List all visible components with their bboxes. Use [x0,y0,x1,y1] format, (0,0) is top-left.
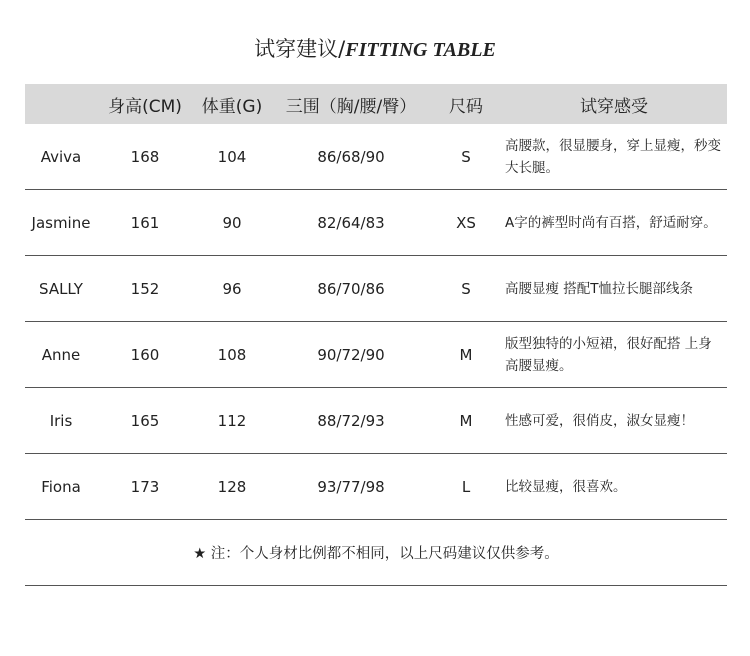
table-row [25,388,727,454]
model-feedback: 高腰款，很显腰身，穿上显瘦，秒变大长腿。 [505,137,721,176]
fitting-table [25,84,727,586]
disclaimer-note: ★ 注：个人身材比例都不相同，以上尺码建议仅供参考。 [25,520,727,586]
model-size: S [461,279,471,298]
model-size: M [459,411,473,430]
model-weight: 90 [222,213,242,232]
table-row [25,454,727,520]
model-name: Fiona [41,477,81,496]
model-weight: 108 [217,345,247,364]
model-weight: 104 [217,147,247,166]
model-feedback: A字的裤型时尚有百搭，舒适耐穿。 [505,214,717,231]
model-measurements: 86/70/86 [317,279,385,298]
model-measurements: 82/64/83 [317,213,385,232]
model-feedback: 版型独特的小短裙，很好配搭 上身高腰显瘦。 [505,335,712,374]
model-measurements: 90/72/90 [317,345,385,364]
title-chinese: 试穿建议/ [254,37,346,61]
model-size: L [461,477,471,496]
model-measurements: 88/72/93 [317,411,385,430]
model-name: Aviva [40,147,82,166]
model-height: 173 [130,477,160,496]
model-weight: 112 [217,411,247,430]
model-size: XS [456,213,476,232]
table-header [25,84,727,124]
header-height: 身高(CM) [108,96,182,117]
model-measurements: 93/77/98 [317,477,385,496]
header-measurements: 三围（胸/腰/臀） [285,96,417,117]
model-feedback: 比较显瘦，很喜欢。 [505,478,627,495]
header-feedback: 试穿感受 [580,96,648,117]
model-height: 165 [130,411,160,430]
model-name: Anne [41,345,81,364]
header-size: 尺码 [449,96,483,117]
model-weight: 128 [217,477,247,496]
model-measurements: 86/68/90 [317,147,385,166]
table-row [25,124,727,190]
title-english: FITTING TABLE [345,39,496,61]
table-row [25,322,727,388]
model-height: 152 [130,279,160,298]
model-height: 160 [130,345,160,364]
header-weight: 体重(G) [201,96,263,117]
model-weight: 96 [222,279,242,298]
model-name: SALLY [39,279,83,298]
model-feedback: 性感可爱，很俏皮，淑女显瘦！ [505,412,694,429]
model-name: Iris [49,411,73,430]
model-size: M [459,345,473,364]
model-name: Jasmine [31,213,91,232]
table-row [25,256,727,322]
page-title [0,34,750,65]
model-size: S [461,147,471,166]
model-height: 161 [130,213,160,232]
model-height: 168 [130,147,160,166]
model-feedback: 高腰显瘦 搭配T恤拉长腿部线条 [505,280,694,297]
table-row [25,190,727,256]
